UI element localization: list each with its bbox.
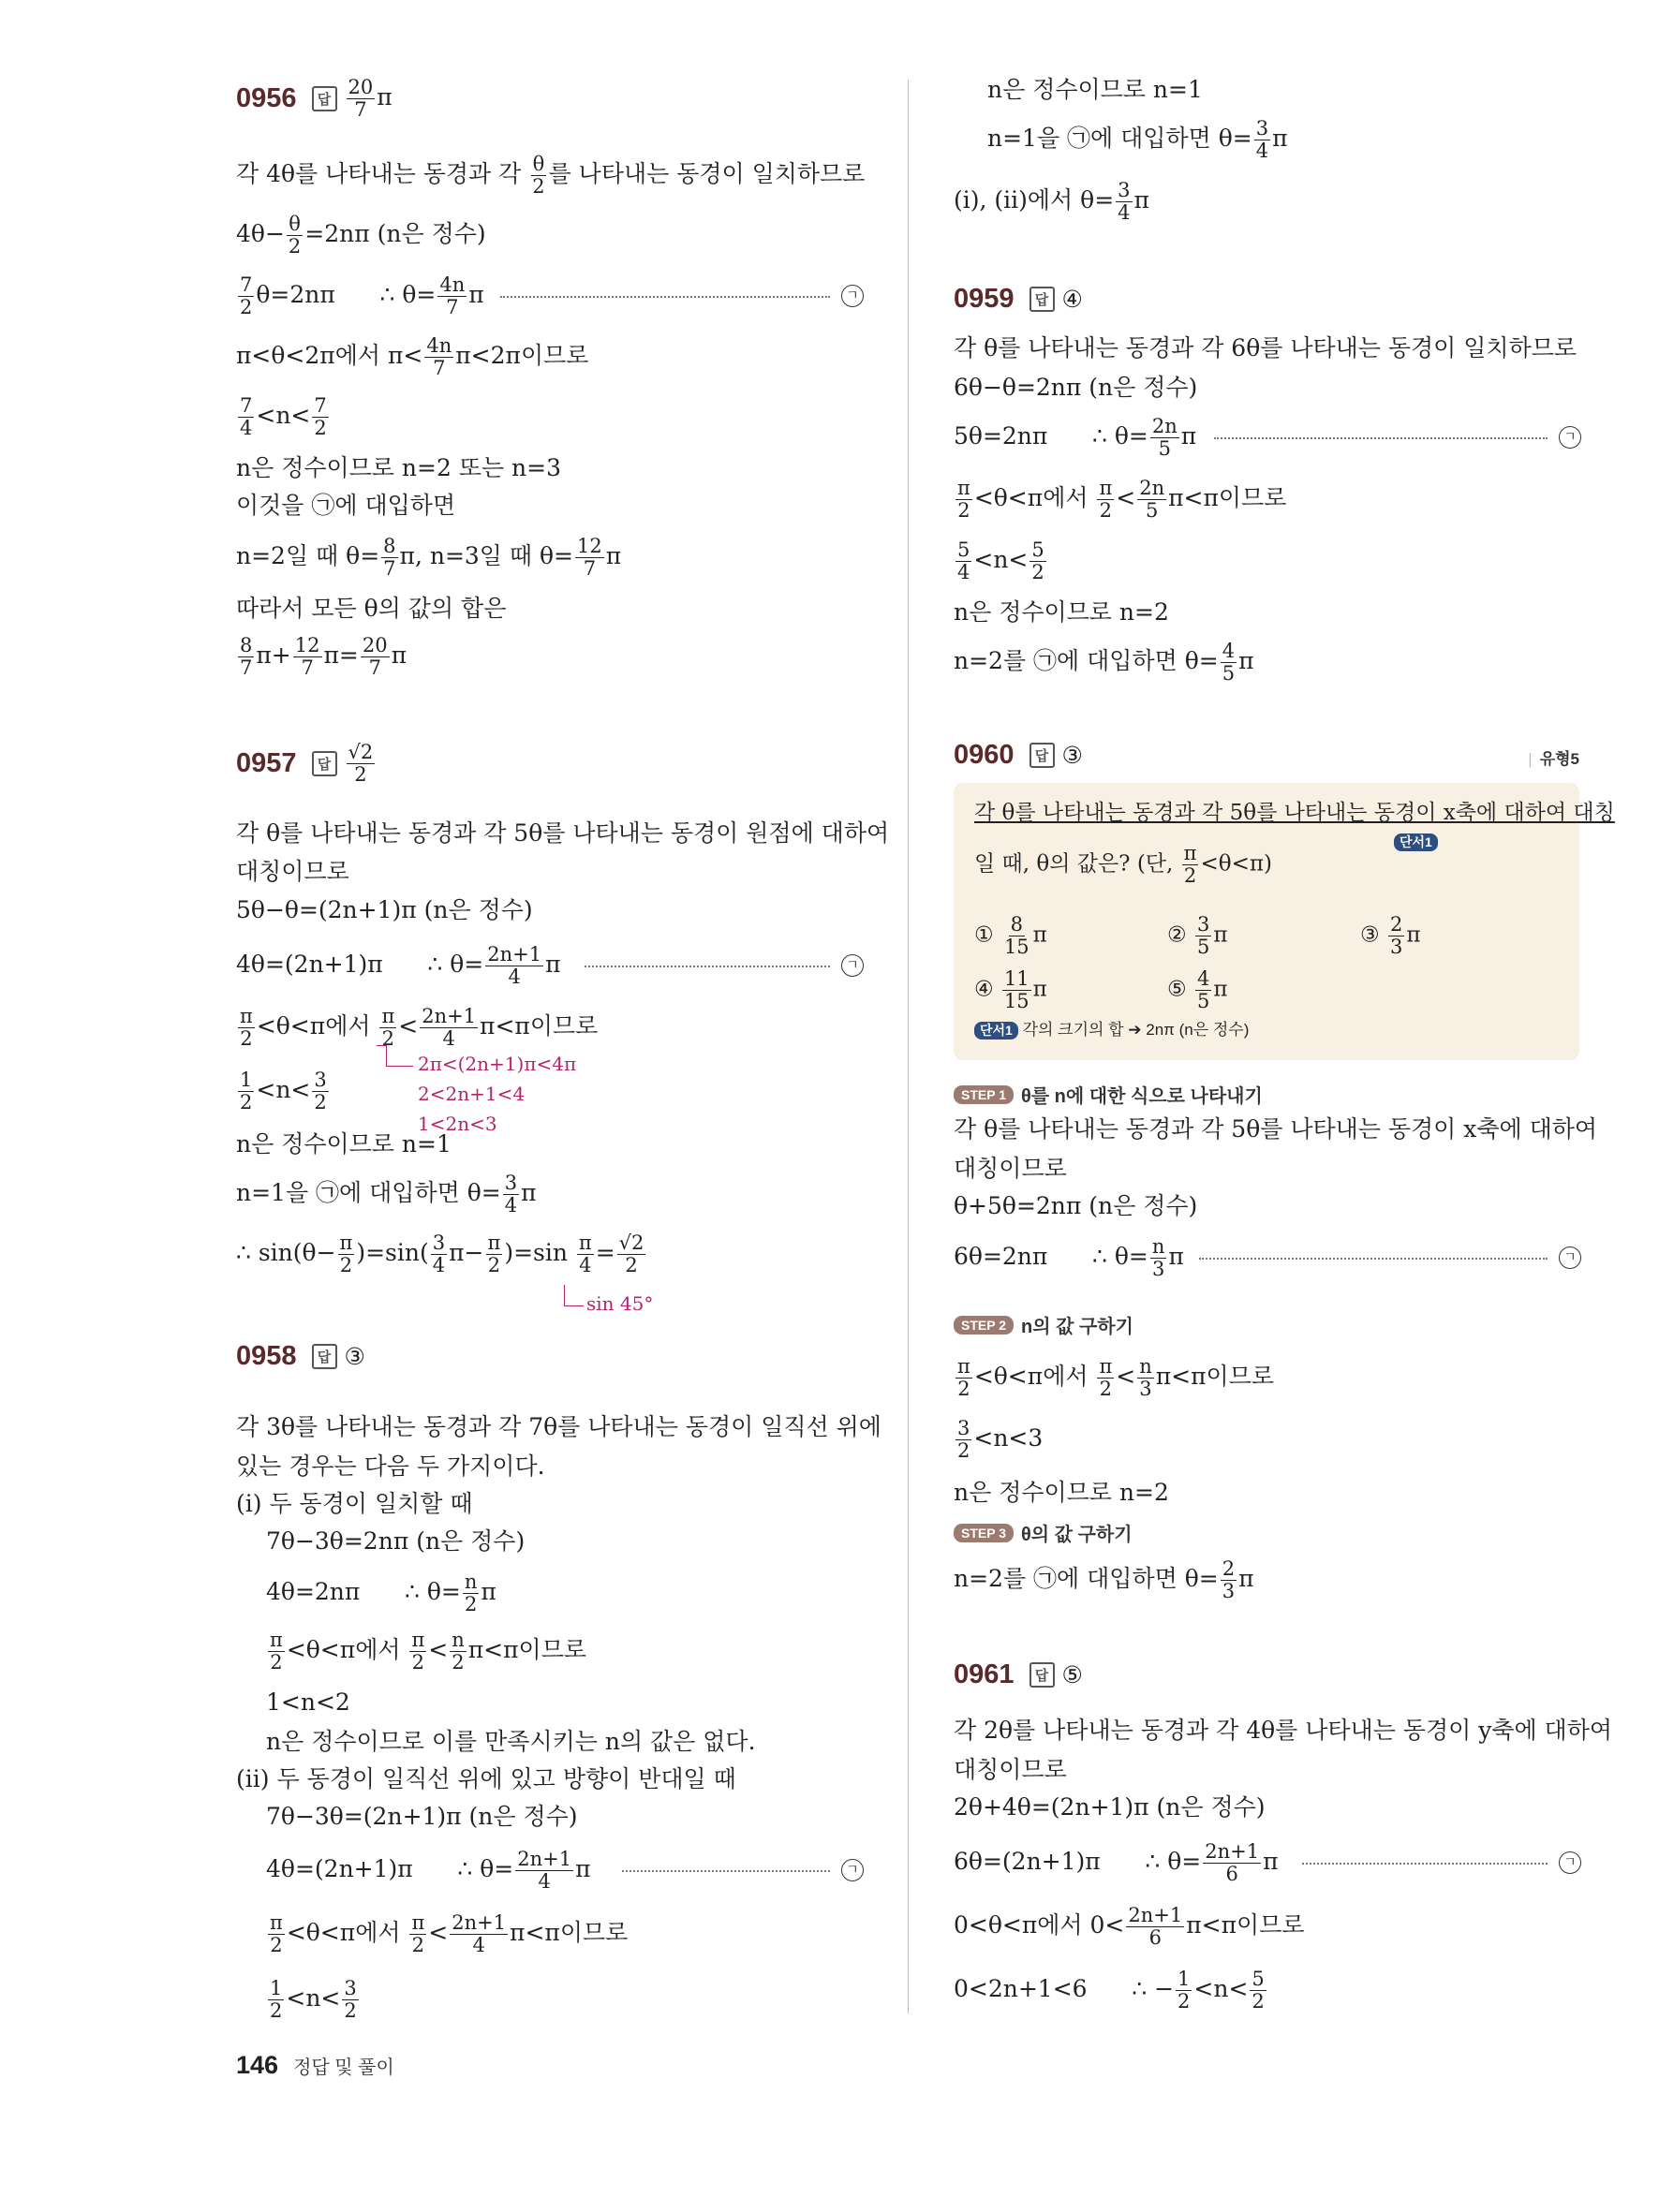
step-title: θ의 값 구하기: [1021, 1525, 1133, 1545]
choice-4[interactable]: ④ $\frac{11}{15}$ π: [974, 967, 1047, 1012]
hint-text: 각의 크기의 합 ➔ 2nπ (n은 정수): [1022, 1021, 1250, 1039]
page-footer: [236, 2051, 394, 2080]
text-line: 이것을 ㉠에 대입하면: [236, 492, 456, 519]
problem-number: 0959: [954, 284, 1015, 314]
step-badge: STEP 2: [954, 1316, 1014, 1335]
text-line: n은 정수이므로 n=1: [236, 1130, 452, 1158]
answer-badge: 답: [312, 86, 337, 111]
text-line: 대칭이므로: [236, 858, 349, 885]
step-title: θ를 n에 대한 식으로 나타내기: [1021, 1086, 1263, 1107]
text-line: 각 3θ를 나타내는 동경과 각 7θ를 나타내는 동경이 일직선 위에: [236, 1413, 881, 1440]
text-line: (ⅱ) 두 동경이 일직선 위에 있고 방향이 반대일 때: [236, 1765, 736, 1792]
step-title: n의 값 구하기: [1021, 1317, 1133, 1337]
side-note: 2<2n+1<4: [418, 1083, 526, 1105]
text-line: 각 2θ를 나타내는 동경과 각 4θ를 나타내는 동경이 y축에 대하여: [954, 1717, 1613, 1744]
hint-line: [974, 1013, 1249, 1047]
choice-3[interactable]: ③ $\frac{2}{3}$ π: [1360, 913, 1421, 958]
question-stem-2: 일 때, θ의 값은? (단, $\frac{\pi}{2}$ <θ<π): [974, 842, 1272, 887]
math-line: n=1을 ㉠에 대입하면 θ= $\frac{3}{4}$ π: [987, 117, 1288, 162]
math-line: $\frac{1}{2}$ <n< $\frac{3}{2}$: [270, 1977, 357, 2022]
math-line: 6θ−θ=2nπ (n은 정수): [954, 374, 1198, 401]
math-line: 0<2n+1<6 ∴ − $\frac{1}{2}$ <n< $\frac{5}{2}$: [954, 1968, 1265, 2013]
text-line: (ⅰ) 두 동경이 일치할 때: [236, 1490, 473, 1517]
math-line: 7θ−3θ=2nπ (n은 정수): [266, 1527, 526, 1555]
problem-header-0961: [954, 1659, 1083, 1690]
footer-label: 정답 및 풀이: [293, 2057, 394, 2078]
leader-dots: [1302, 1863, 1548, 1865]
math-line: 4θ=(2n+1)π ∴ θ= $\frac{2n+1}{4}$ π: [266, 1848, 591, 1893]
circle-label: ㄱ: [841, 1859, 864, 1881]
note-arrow: [564, 1285, 584, 1306]
text-line: n은 정수이므로 n=2: [954, 1479, 1169, 1506]
math-line: $\frac{7}{4}$ <n< $\frac{7}{2}$: [240, 394, 327, 439]
math-line: (ⅰ), (ⅱ)에서 θ= $\frac{3}{4}$ π: [954, 179, 1149, 224]
leader-dots: [622, 1870, 830, 1872]
math-line: ∴ sin(θ− $\frac{\pi}{2}$ )=sin( $\frac{3}{4}$ π− $\frac{\pi}{2}$ )=sin $\frac{\pi}{4}$ = $\frac{√2}{2}$: [236, 1231, 644, 1276]
clue-chip: 단서1: [974, 1022, 1018, 1040]
answer-value: ⑤: [1061, 1661, 1083, 1688]
math-line: 5θ−θ=(2n+1)π (n은 정수): [236, 896, 533, 923]
side-note: sin 45°: [586, 1292, 654, 1315]
circle-label: ㄱ: [1559, 1851, 1581, 1874]
text-line: 각 θ를 나타내는 동경과 각 5θ를 나타내는 동경이 원점에 대하여: [236, 819, 890, 847]
text-line: n은 정수이므로 이를 만족시키는 n의 값은 없다.: [266, 1728, 756, 1755]
math-line: $\frac{3}{2}$ <n<3: [957, 1417, 1044, 1462]
answer-badge: 답: [1029, 287, 1055, 312]
math-line: $\frac{\pi}{2}$ <θ<π에서 $\frac{\pi}{2}$ < $\frac{n}{3}$ π<π이므로: [957, 1355, 1274, 1400]
question-box: [954, 783, 1615, 1060]
problem-header-0958: [236, 1341, 365, 1372]
math-line: n=2를 ㉠에 대입하면 θ= $\frac{4}{5}$ π: [954, 640, 1254, 685]
circle-label: ㄱ: [841, 954, 864, 977]
leader-dots: [500, 296, 830, 298]
math-line: 6θ=2nπ ∴ θ= $\frac{n}{3}$ π: [954, 1235, 1184, 1280]
leader-dots: [1199, 1258, 1548, 1260]
step-badge: STEP 3: [954, 1524, 1014, 1542]
answer-value: ④: [1061, 286, 1083, 313]
answer-badge: 답: [1029, 743, 1055, 768]
problem-number: 0958: [236, 1341, 297, 1371]
answer-badge: 답: [312, 751, 337, 776]
choice-1[interactable]: ① $\frac{8}{15}$ π: [974, 913, 1047, 958]
question-stem: 각 θ를 나타내는 동경과 각 5θ를 나타내는 동경이 x축에 대하여 대칭: [974, 801, 1615, 825]
circle-label: ㄱ: [1559, 426, 1581, 449]
problem-number: 0956: [236, 83, 297, 113]
math-line: 6θ=(2n+1)π ∴ θ= $\frac{2n+1}{6}$ π: [954, 1840, 1279, 1885]
math-line: $\frac{8}{7}$ π+ $\frac{12}{7}$ π= $\frac{20}{7}$ π: [240, 634, 407, 679]
step-1-heading: [954, 1081, 1263, 1108]
text-line: 있는 경우는 다음 두 가지이다.: [236, 1453, 545, 1480]
clue-chip: 단서1: [1394, 833, 1438, 851]
math-line: n=2를 ㉠에 대입하면 θ= $\frac{2}{3}$ π: [954, 1557, 1254, 1602]
circle-label: ㄱ: [841, 285, 864, 307]
circle-label: ㄱ: [1559, 1246, 1581, 1269]
answer-value: ③: [1061, 742, 1083, 769]
page-number: 146: [236, 2051, 279, 2079]
answer-badge: 답: [312, 1344, 337, 1369]
math-line: n=1을 ㉠에 대입하면 θ= $\frac{3}{4}$ π: [236, 1172, 537, 1217]
note-arrow: [377, 1045, 386, 1046]
math-line: $\frac{\pi}{2}$ <θ<π에서 $\frac{\pi}{2}$ < $\frac{2n+1}{4}$ π<π이므로: [270, 1911, 629, 1956]
leader-dots: [585, 966, 830, 967]
text-line: 각 4θ를 나타내는 동경과 각 $\frac{\theta}{2}$ 를 나타내는 동경이 일치하므로: [236, 153, 866, 198]
side-note: 1<2n<3: [418, 1113, 497, 1135]
math-line: $\frac{1}{2}$ <n< $\frac{3}{2}$: [240, 1069, 327, 1113]
text-line: n은 정수이므로 n=1: [987, 76, 1203, 103]
answer-value: $\frac{√2}{2}$: [348, 741, 374, 786]
text-line: 대칭이므로: [954, 1155, 1067, 1182]
problem-number: 0961: [954, 1659, 1015, 1689]
text-line: 따라서 모든 θ의 값의 합은: [236, 595, 507, 622]
problem-header-0957: [236, 742, 377, 786]
math-line: $\frac{\pi}{2}$ <θ<π에서 $\frac{\pi}{2}$ < $\frac{2n+1}{4}$ π<π이므로: [240, 1005, 599, 1050]
text-line: 대칭이므로: [954, 1756, 1067, 1783]
math-line: $\frac{\pi}{2}$ <θ<π에서 $\frac{\pi}{2}$ < $\frac{2n}{5}$ π<π이므로: [957, 477, 1287, 522]
note-arrow: [386, 1045, 413, 1067]
math-line: 4θ=2nπ ∴ θ= $\frac{n}{2}$ π: [266, 1571, 496, 1615]
math-line: $\frac{5}{4}$ <n< $\frac{5}{2}$: [957, 538, 1044, 583]
answer-value: $\frac{20}{7}$ π: [348, 76, 393, 121]
problem-number: 0960: [954, 740, 1015, 770]
text-line: n은 정수이므로 n=2: [954, 598, 1169, 626]
problem-header-0959: [954, 284, 1083, 315]
math-line: $\frac{7}{2}$ θ=2nπ ∴ θ= $\frac{4n}{7}$ π: [240, 273, 484, 318]
text-line: n은 정수이므로 n=2 또는 n=3: [236, 454, 561, 481]
text-line: 각 θ를 나타내는 동경과 각 6θ를 나타내는 동경이 일치하므로: [954, 334, 1578, 361]
problem-header-0960: [954, 740, 1083, 771]
choice-2[interactable]: ② $\frac{3}{5}$ π: [1167, 913, 1228, 958]
side-note: 2π<(2n+1)π<4π: [418, 1053, 577, 1075]
column-divider: [908, 80, 909, 2013]
math-line: 0<θ<π에서 0< $\frac{2n+1}{6}$ π<π이므로: [954, 1904, 1305, 1949]
math-line: 1<n<2: [266, 1688, 350, 1716]
choice-5[interactable]: ⑤ $\frac{4}{5}$ π: [1167, 967, 1228, 1012]
math-line: $\frac{\pi}{2}$ <θ<π에서 $\frac{\pi}{2}$ < $\frac{n}{2}$ π<π이므로: [270, 1629, 586, 1674]
step-2-heading: [954, 1311, 1133, 1338]
answer-badge: 답: [1029, 1662, 1055, 1688]
answer-value: ③: [344, 1343, 365, 1370]
math-line: 4θ=(2n+1)π ∴ θ= $\frac{2n+1}{4}$ π: [236, 943, 561, 988]
math-line: 2θ+4θ=(2n+1)π (n은 정수): [954, 1793, 1266, 1821]
math-line: θ+5θ=2nπ (n은 정수): [954, 1192, 1198, 1219]
problem-header-0956: [236, 77, 393, 121]
leader-dots: [1214, 437, 1548, 439]
step-3-heading: [954, 1519, 1133, 1546]
math-line: 7θ−3θ=(2n+1)π (n은 정수): [266, 1803, 578, 1830]
math-line: 4θ− $\frac{\theta}{2}$ =2nπ (n은 정수): [236, 213, 486, 258]
problem-number: 0957: [236, 748, 297, 778]
math-line: 5θ=2nπ ∴ θ= $\frac{2n}{5}$ π: [954, 415, 1197, 460]
math-line: n=2일 때 θ= $\frac{8}{7}$ π, n=3일 때 θ= $\frac{12}{7}$ π: [236, 535, 622, 580]
type-tag: | 유형5: [1528, 745, 1579, 769]
math-line: π<θ<2π에서 π< $\frac{4n}{7}$ π<2π이므로: [236, 334, 589, 379]
step-badge: STEP 1: [954, 1085, 1014, 1104]
text-line: 각 θ를 나타내는 동경과 각 5θ를 나타내는 동경이 x축에 대하여: [954, 1115, 1598, 1143]
